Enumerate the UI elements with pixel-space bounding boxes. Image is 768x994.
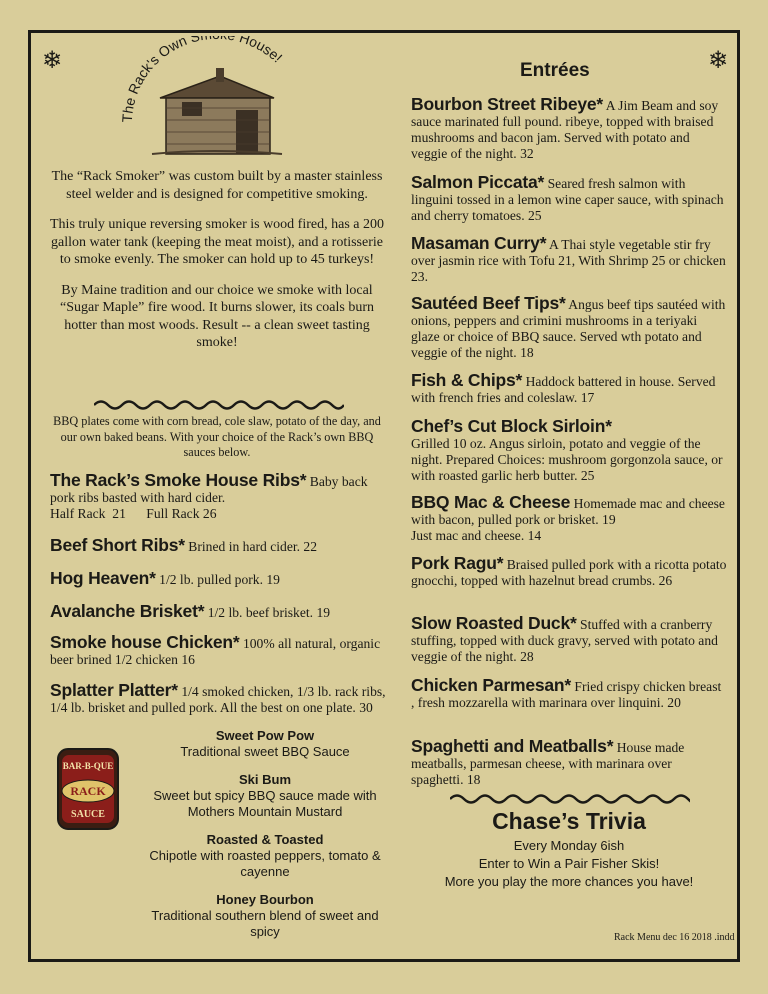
item-desc: Brined in hard cider. 22: [188, 539, 318, 554]
wave-divider: [450, 792, 690, 806]
item-desc: 1/4 smoked chicken, 1/3 lb. rack ribs, 1/4 lb. brisket and pulled pork. All the best on one plate. 30: [50, 684, 386, 715]
sauce-desc: Traditional southern blend of sweet and spicy: [151, 908, 379, 939]
sauce-name: Sweet Pow Pow: [215, 728, 315, 743]
menu-item-smoke-house-ribs: [50, 472, 386, 522]
item-desc: Braised pulled pork with a ricotta potato gnocchi, topped with hazelnut bread crumbs. 26: [411, 557, 727, 588]
label-bottom-text: SAUCE: [71, 809, 105, 820]
entrees-heading: Entrées: [520, 60, 590, 81]
sauce-item: [140, 772, 390, 820]
sauce-item: [140, 728, 390, 760]
file-footer: Rack Menu dec 16 2018 .indd: [614, 932, 735, 943]
entree-salmon-piccata: [411, 174, 727, 224]
intro-paragraph: This truly unique reversing smoker is wood fired, has a 200 gallon water tank (keeping the meat moist), and a rotisserie to smoke evenly. The smoker can hold up to 45 turkeys!: [50, 217, 384, 267]
item-name: Bourbon Street Ribeye*: [411, 94, 604, 114]
entree-chefs-cut-block-sirloin: [411, 418, 727, 484]
entree-sauteed-beef-tips: [411, 295, 727, 361]
sauce-desc: Chipotle with roasted peppers, tomato & cayenne: [149, 848, 381, 879]
logo-arc-text: The Rack's Own S House!: [118, 36, 286, 123]
menu-item-splatter-platter: [50, 682, 386, 716]
item-name: Splatter Platter*: [50, 680, 178, 700]
label-mid-text: RACK: [70, 784, 106, 798]
menu-item-smoke-house-chicken: [50, 634, 386, 668]
intro-paragraph: The “Rack Smoker” was custom built by a master stainless steel welder and is designed for competitive smoking.: [51, 169, 383, 202]
smoker-intro: [50, 168, 384, 365]
item-desc: A Jim Beam and soy sauce marinated full pound. ribeye, topped with braised mushrooms and bacon jam. Served with potato and veggie of the night. 32: [411, 98, 719, 161]
item-desc: Stuffed with a cranberry stuffing, topped with duck gravy, served with potato and veggie of the night. 28: [411, 617, 718, 664]
item-name: The Rack’s Smoke House Ribs*: [50, 470, 307, 490]
trivia-promo: [410, 808, 728, 891]
item-name: Chef’s Cut Block Sirloin*: [411, 416, 612, 436]
item-name: Fish & Chips*: [411, 370, 523, 390]
item-desc: 1/2 lb. beef brisket. 19: [207, 605, 331, 620]
entree-bbq-mac-and-cheese: [411, 494, 727, 544]
entree-slow-roasted-duck: [411, 615, 727, 665]
item-desc: 100% all natural, organic beer brined 1/2 chicken 16: [50, 636, 381, 667]
entree-fish-and-chips: [411, 372, 727, 406]
item-name: Spaghetti and Meatballs*: [411, 736, 614, 756]
menu-item-hog-heaven: [50, 570, 386, 588]
bbq-plates-note: BBQ plates come with corn bread, cole slaw, potato of the day, and our own baked beans. With your choice of the Rack’s own BBQ sauces below.: [53, 414, 381, 459]
item-desc: Grilled 10 oz. Angus sirloin, potato and veggie of the night. Prepared Choices: mushroom gorgonzola sauce, or with roasted garlic herb butter. 25: [411, 436, 723, 483]
snowflake-icon: ❄: [708, 46, 729, 74]
menu-item-beef-short-ribs: [50, 537, 386, 555]
sauce-item: [140, 832, 390, 880]
snowflake-icon: ❄: [42, 46, 63, 74]
entree-chicken-parmesan: [411, 677, 727, 711]
trivia-line: Enter to Win a Pair Fisher Skis!: [478, 856, 660, 871]
menu-item-avalanche-brisket: [50, 603, 386, 621]
item-name: Chicken Parmesan*: [411, 675, 572, 695]
sauce-name: Roasted & Toasted: [206, 832, 324, 847]
item-desc: Seared fresh salmon with linguini tossed in a lemon wine caper sauce, with spinach and cherry tomatoes. 25: [411, 176, 724, 223]
item-extra: Half Rack 21 Full Rack 26: [50, 506, 217, 521]
sauce-list: [140, 728, 390, 952]
item-desc: House made meatballs, parmesan cheese, with marinara over spaghetti. 18: [411, 740, 685, 787]
item-desc: 1/2 lb. pulled pork. 19: [159, 572, 280, 587]
item-name: Smoke house Chicken*: [50, 632, 240, 652]
sauce-desc: Sweet but spicy BBQ sauce made with Mothers Mountain Mustard: [153, 788, 377, 819]
item-desc: Homemade mac and cheese with bacon, pulled pork or brisket. 19: [411, 496, 725, 527]
smokehouse-logo: [112, 36, 312, 168]
bbq-sauce-label: [56, 747, 120, 831]
sauce-name: Honey Bourbon: [216, 892, 314, 907]
trivia-title: Chase’s Trivia: [492, 808, 646, 834]
item-desc: Fried crispy chicken breast , fresh mozzarella with marinara over linquini. 20: [411, 679, 722, 710]
item-name: BBQ Mac & Cheese: [411, 492, 571, 512]
wave-divider: [94, 398, 344, 412]
item-desc: A Thai style vegetable stir fry over jasmin rice with Tofu 21, With Shrimp 25 or chicken 23.: [411, 237, 726, 284]
item-desc: Baby back pork ribs basted with hard cider.: [50, 474, 368, 505]
intro-paragraph: By Maine tradition and our choice we smoke with local “Sugar Maple” fire wood. It burns slower, its coals burn hotter than most woods. Result -- a clean sweet tasting smoke!: [60, 282, 374, 350]
item-name: Slow Roasted Duck*: [411, 613, 577, 633]
entree-spaghetti-and-meatballs: [411, 738, 727, 788]
sauce-name: Ski Bum: [238, 772, 291, 787]
item-name: Masaman Curry*: [411, 233, 547, 253]
sauce-item: [140, 892, 390, 940]
item-desc: Angus beef tips sautéed with onions, peppers and crimini mushrooms in a teriyaki glaze or choice of BBQ sauce. Served wth potato and veggie of the night. 18: [411, 297, 726, 360]
trivia-line: Every Monday 6ish: [513, 838, 625, 853]
sauce-desc: Traditional sweet BBQ Sauce: [180, 744, 350, 759]
item-name: Salmon Piccata*: [411, 172, 545, 192]
label-top-text: BAR-B-QUE: [62, 761, 114, 771]
item-name: Avalanche Brisket*: [50, 601, 205, 621]
item-extra: Just mac and cheese. 14: [411, 528, 542, 543]
smokehouse-illustration: [152, 68, 282, 154]
item-name: Beef Short Ribs*: [50, 535, 185, 555]
entree-bourbon-street-ribeye: [411, 96, 727, 162]
item-desc: Haddock battered in house. Served with french fries and coleslaw. 17: [411, 374, 716, 405]
entree-pork-ragu: [411, 555, 727, 589]
entree-masaman-curry: [411, 235, 727, 285]
trivia-line: More you play the more chances you have!: [444, 874, 694, 889]
item-name: Hog Heaven*: [50, 568, 156, 588]
item-name: Sautéed Beef Tips*: [411, 293, 566, 313]
item-name: Pork Ragu*: [411, 553, 504, 573]
